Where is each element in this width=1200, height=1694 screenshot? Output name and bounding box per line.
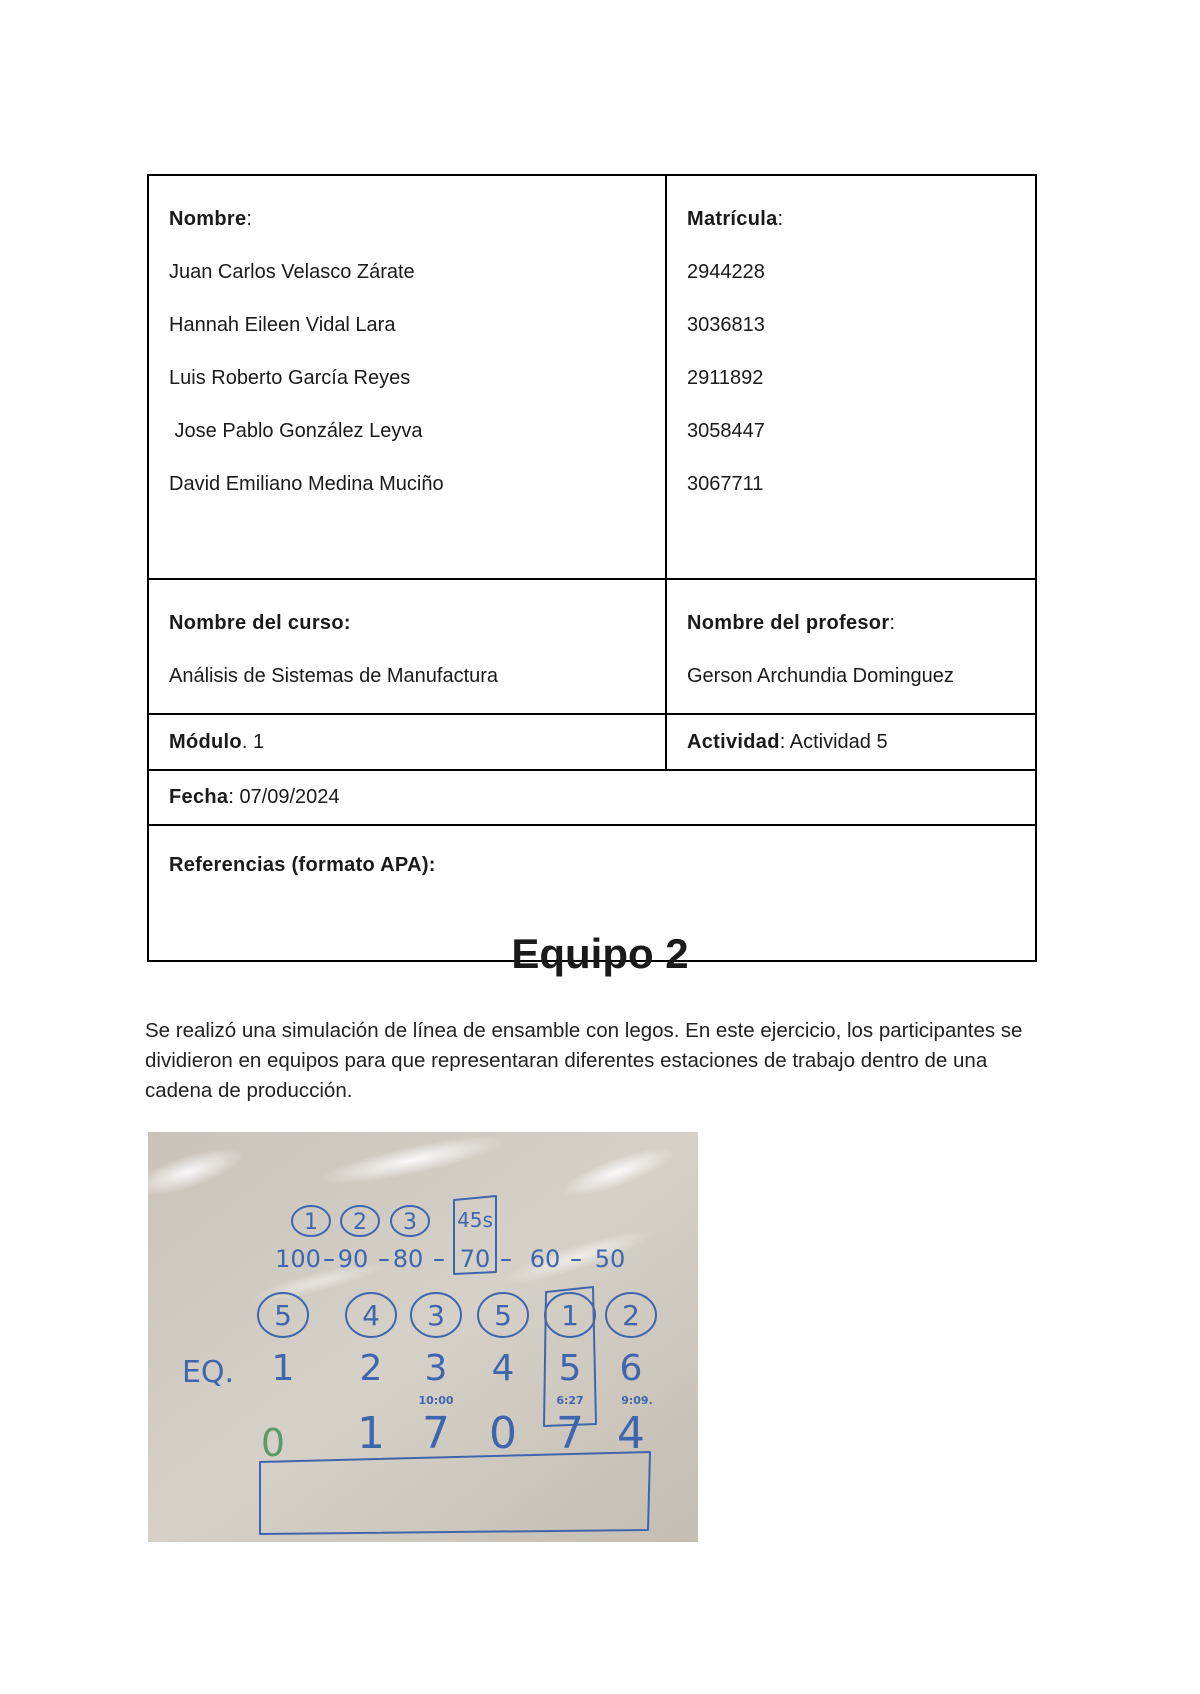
actividad-label: Actividad (687, 731, 780, 753)
time-note: 9:09. (621, 1394, 653, 1407)
sequence-value: 80 (392, 1245, 424, 1273)
whiteboard-image (148, 1132, 698, 1542)
top-circle-number: 2 (353, 1210, 367, 1235)
professor-cell: Nombre del profesor: Gerson Archundia Dominguez (666, 579, 1036, 714)
nombre-label: Nombre (169, 208, 247, 230)
team-number: 3 (424, 1348, 448, 1389)
actividad-value: Actividad 5 (789, 731, 888, 753)
student-id: 2911892 (687, 367, 764, 389)
modulo-value: 1 (253, 731, 265, 753)
top-circle-number: 3 (403, 1210, 417, 1235)
student-name: David Emiliano Medina Muciño (169, 473, 444, 495)
modulo-cell: Módulo. 1 (148, 714, 666, 770)
boxed-value: 45s (457, 1208, 493, 1232)
student-id: 2944228 (687, 261, 765, 283)
professor-value: Gerson Archundia Dominguez (687, 665, 954, 687)
modulo-label: Módulo (169, 731, 242, 753)
station-number: 4 (362, 1299, 380, 1332)
bottom-number: 0 (489, 1408, 517, 1459)
bottom-number: 4 (617, 1408, 645, 1459)
student-id: 3058447 (687, 420, 765, 442)
station-number: 2 (622, 1299, 640, 1332)
team-number: 2 (359, 1348, 383, 1389)
student-name: Juan Carlos Velasco Zárate (169, 261, 415, 283)
row-label: EQ. (181, 1355, 235, 1390)
team-number: 1 (271, 1348, 295, 1389)
time-note: 10:00 (418, 1394, 454, 1407)
sequence-value: 70 (459, 1245, 491, 1273)
course-label: Nombre del curso: (169, 612, 351, 634)
students-names-cell: Nombre: Juan Carlos Velasco Zárate Hannah Eileen Vidal Lara Luis Roberto García Reyes Jose Pablo González Leyva David Emiliano Medina Muciño (148, 175, 666, 579)
team-number: 6 (619, 1348, 643, 1389)
body-paragraph: Se realizó una simulación de línea de ensamble con legos. En este ejercicio, los participantes se dividieron en equipos para que representaran diferentes estaciones de trabajo dentro de una cadena de producción. (145, 1019, 1023, 1102)
bottom-number: 7 (556, 1408, 584, 1459)
top-circle-number: 1 (304, 1210, 318, 1235)
professor-label: Nombre del profesor (687, 612, 890, 634)
whiteboard-surface (148, 1132, 698, 1542)
student-name: Hannah Eileen Vidal Lara (169, 314, 396, 336)
student-name: Jose Pablo González Leyva (169, 420, 423, 442)
referencias-label: Referencias (formato APA): (169, 854, 436, 876)
team-number: 5 (558, 1348, 582, 1389)
fecha-cell: Fecha: 07/09/2024 (148, 770, 1036, 825)
actividad-cell: Actividad: Actividad 5 (666, 714, 1036, 770)
sequence-value: 90 (337, 1245, 369, 1273)
bottom-number: 1 (357, 1408, 385, 1459)
course-value: Análisis de Sistemas de Manufactura (169, 665, 499, 687)
course-cell (148, 579, 666, 714)
page-title: Equipo 2 (511, 930, 689, 977)
station-number: 5 (274, 1299, 292, 1332)
bottom-number: 7 (422, 1408, 450, 1459)
cover-table (147, 174, 1037, 962)
team-number: 4 (491, 1348, 515, 1389)
fecha-value: 07/09/2024 (239, 786, 340, 808)
fecha-label: Fecha (169, 786, 229, 808)
whiteboard-photo (148, 1132, 698, 1542)
bottom-number: 0 (260, 1421, 286, 1465)
student-name: Luis Roberto García Reyes (169, 367, 411, 389)
matricula-label: Matrícula (687, 208, 778, 230)
student-id: 3036813 (687, 314, 765, 336)
student-id: 3067711 (687, 473, 764, 495)
sequence-value: 50 (594, 1245, 626, 1273)
sequence-value: 100 (275, 1245, 321, 1273)
time-note: 6:27 (556, 1394, 584, 1407)
students-ids-cell: Matrícula: 2944228 3036813 2911892 3058447 3067711 (666, 175, 1036, 579)
station-number: 5 (494, 1299, 512, 1332)
station-number: 1 (561, 1299, 579, 1332)
sequence-value: 60 (529, 1245, 561, 1273)
station-number: 3 (427, 1299, 445, 1332)
